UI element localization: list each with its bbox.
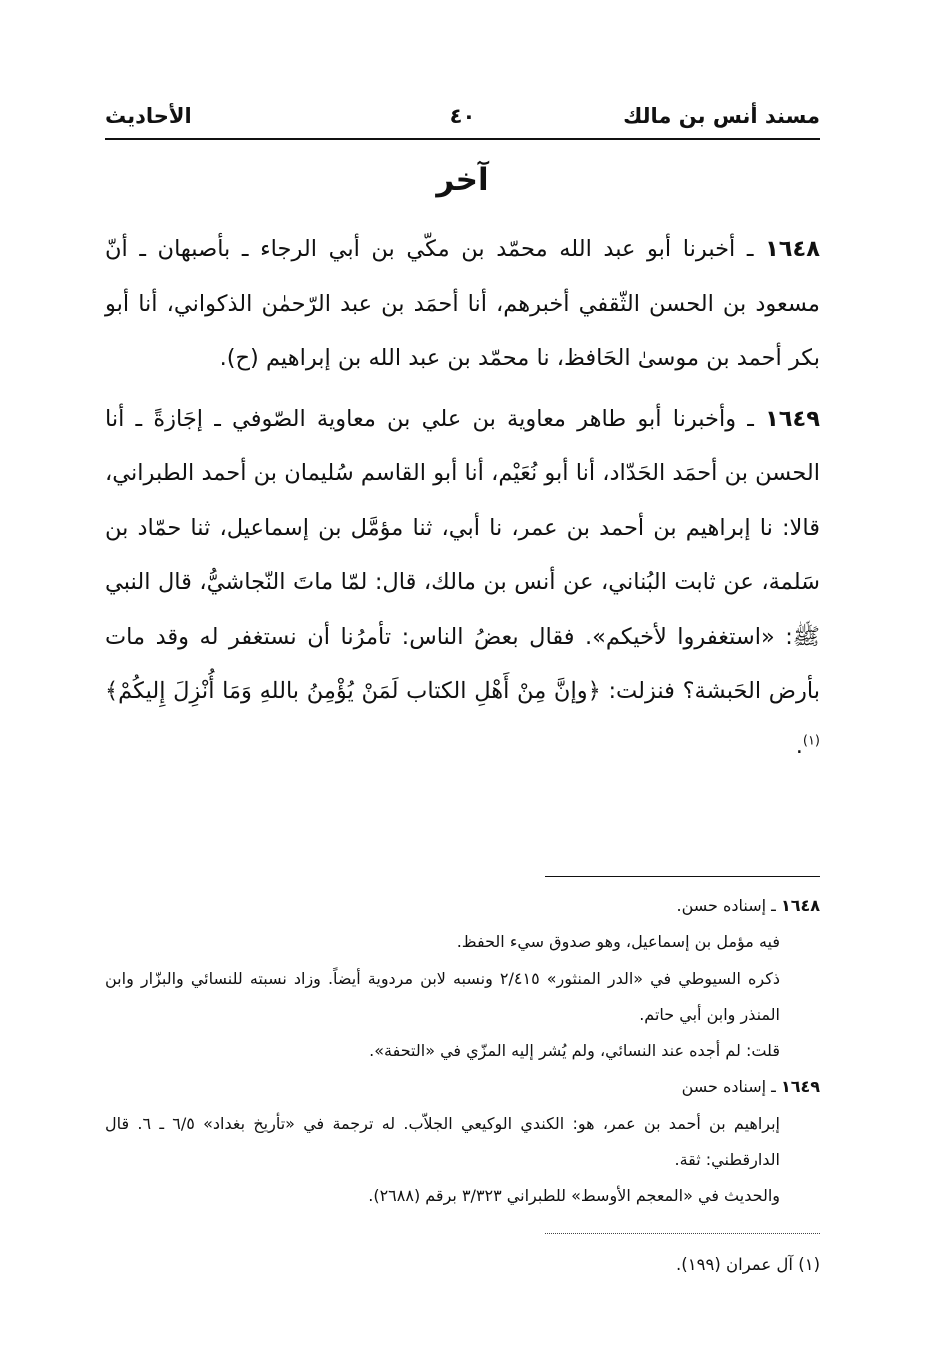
note-head-1649 [105,1069,820,1105]
header-section-title: الأحاديث [105,104,192,128]
note-number: ١٦٤٨ [780,896,820,915]
note-line: فيه مؤمل بن إسماعيل، وهو صدوق سيء الحفظ. [456,932,780,952]
note-grade: ـ إسناده حسن [681,1077,776,1097]
note-grade: ـ إسناده حسن. [676,896,776,915]
section-title: آخر [436,162,489,198]
footnote-reference: (١) [802,733,820,748]
note-line: إبراهيم بن أحمد بن عمر، هو: الكندي الوكيعي الجلاّب. له ترجمة في «تأريخ بغداد» ٦/٥ ـ ٦. قال الدارقطني: ثقة. [105,1113,781,1170]
note-head-1648 [105,888,820,924]
header-rule [105,138,820,140]
notes-rule [545,876,820,877]
header-book-title: مسند أنس بن مالك [623,104,820,128]
footnote: (١) آل عمران (١٩٩). [676,1255,820,1274]
hadith-1648 [105,222,820,386]
hadith-number: ١٦٤٨ [765,236,821,262]
note-line: ذكره السيوطي في «الدر المنثور» ٢/٤١٥ ونسبه لابن مردوية أيضاً. وزاد نسبته للنسائي والبزّار وابن المنذر وابن أبي حاتم. [105,968,780,1024]
hadith-text: ـ أخبرنا أبو عبد الله محمّد بن مكّي بن أبي الرجاء ـ بأصبهان ـ أنّ مسعود بن الحسن الثّقفي أخبرهم، أنا أحمَد بن عبد الرّحمٰن الذكواني، أنا أبو بكر أحمد بن موسىٰ الحَافظ، نا محمّد بن عبد الله بن إبراهيم (ح). [105,236,820,371]
footnote-rule [545,1233,820,1234]
note-number: ١٦٤٩ [780,1077,820,1097]
note-line: قلت: لم أجده عند النسائي، ولم يُشر إليه المزّي في «التحفة». [369,1041,780,1061]
note-line: والحديث في «المعجم الأوسط» للطبراني ٣/٣٢٣ برقم (٢٦٨٨). [368,1186,780,1206]
takhrij-notes [105,888,820,1215]
page-number: ٤٠ [449,104,476,128]
running-header [105,98,820,134]
hadith-text: ـ وأخبرنا أبو طاهر معاوية بن علي بن معاوية الصّوفي ـ إجَازةً ـ أنا الحسن بن أحمَد الحَدّاد، أنا أبو نُعَيْم، أنا أبو القاسم سُليمان بن أحمد الطبراني، قالا: نا إبراهيم بن أحمد بن عمر، نا أبي، ثنا مؤمَّل بن إسماعيل، ثنا حمّاد بن سَلمة، عن ثابت البُناني، عن أنس بن مالك، قال: لمّا ماتَ النّجاشيُّ، قال النبي ﷺ: «استغفروا لأخيكم». فقال بعضُ الناس: تأمرُنا أن نستغفر له وقد مات بأرض الحَبشة؟ فنزلت: [105,405,820,704]
quran-verse: ﴿وإنَّ مِنْ أَهْلِ الكتاب لَمَنْ يُؤْمِنُ باللهِ وَمَا أُنْزِلَ إِليكُمْ﴾ [105,678,601,704]
hadith-1649 [105,392,820,774]
hadith-number: ١٦٤٩ [765,405,821,432]
hadith-end: . [795,732,803,759]
hadith-body [105,222,820,779]
